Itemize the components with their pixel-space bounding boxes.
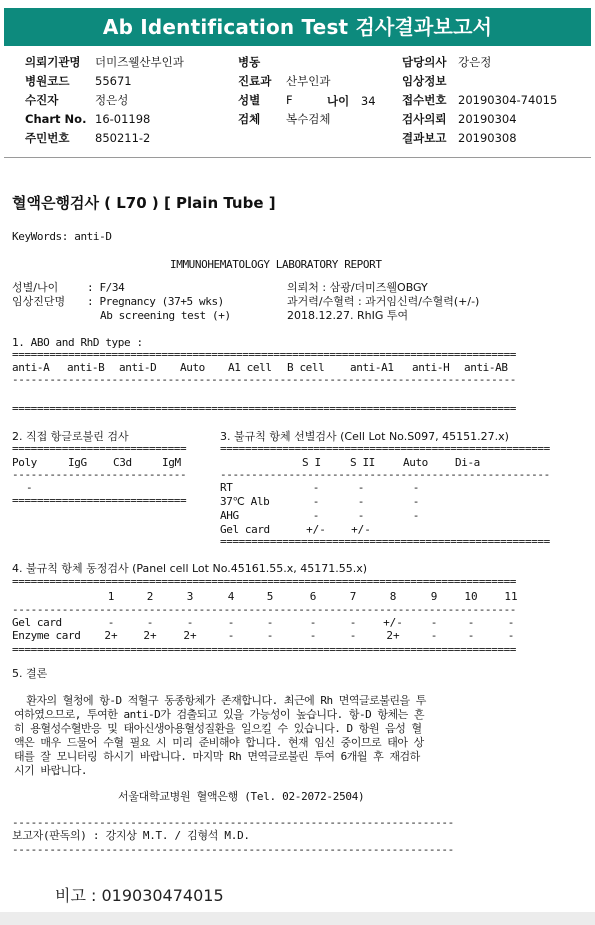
separator: ================================================================================= bbox=[12, 575, 517, 588]
cell-value: - bbox=[146, 616, 154, 629]
sex-age-label: 성별/나이 bbox=[12, 281, 59, 294]
column-header: A1 cell bbox=[228, 361, 272, 374]
conclusion-line: 태를 잘 모니터링 하시기 바랍니다. 마지막 Rh 면역글로불린 투여 6개월 후 재검하 bbox=[14, 750, 420, 763]
cell-value: - bbox=[227, 616, 235, 629]
field-label: 의뢰기관명 bbox=[25, 55, 81, 69]
column-header: Poly bbox=[12, 456, 37, 469]
column-header: anti-B bbox=[67, 361, 105, 374]
header-field bbox=[25, 129, 151, 148]
field-label: 수진자 bbox=[25, 93, 59, 107]
column-header: Di-a bbox=[455, 456, 480, 469]
header-divider bbox=[4, 157, 591, 158]
cell-value: - bbox=[309, 629, 317, 642]
history-rhig: 2018.12.27. RhIG 투여 bbox=[287, 309, 409, 322]
age-value: 34 bbox=[360, 94, 376, 108]
report-banner: Ab Identification Test 검사결과보고서 bbox=[4, 8, 591, 46]
cell-value: - bbox=[430, 616, 438, 629]
column-header: C3d bbox=[113, 456, 132, 469]
field-value: 55671 bbox=[95, 74, 132, 88]
conclusion-line: 환자의 혈청에 항-D 적혈구 동종항체가 존재합니다. 최근에 Rh 면역글로불린을 투 bbox=[14, 694, 426, 707]
cell-value: - bbox=[349, 616, 357, 629]
cell-value: - bbox=[467, 616, 475, 629]
column-header: anti-H bbox=[412, 361, 450, 374]
column-header: anti-D bbox=[119, 361, 157, 374]
separator: ================================================================================= bbox=[12, 643, 517, 656]
column-header: anti-A bbox=[12, 361, 50, 374]
row-label: AHG bbox=[220, 509, 239, 522]
separator: --------------------------------------------------------------------------------- bbox=[12, 603, 517, 616]
field-label: 진료과 bbox=[238, 74, 272, 88]
separator: ===================================================== bbox=[220, 535, 550, 548]
history: 과거력/수혈력 : 과거임신력/수혈력(+/-) bbox=[287, 295, 480, 308]
cell-value: - bbox=[412, 495, 420, 508]
field-value: 산부인과 bbox=[286, 74, 331, 88]
cell-value: - bbox=[266, 616, 274, 629]
column-header: 5 bbox=[266, 590, 274, 603]
field-label: 접수번호 bbox=[402, 93, 447, 107]
column-header: 10 bbox=[464, 590, 478, 603]
conclusion-line: 히 용혈성수혈반응 및 태아신생아용혈성질환을 일으킬 수 있습니다. D 항원 음성 혈 bbox=[14, 722, 422, 735]
field-label: 담당의사 bbox=[402, 55, 447, 69]
separator: ----------------------------------------------------- bbox=[220, 468, 550, 481]
cell-value: - bbox=[227, 629, 235, 642]
field-label: 검사의뢰 bbox=[402, 112, 447, 126]
cell-value: - bbox=[309, 616, 317, 629]
conclusion-line: 여하였으므로, 투여한 anti-D가 검출되고 있을 가능성이 높습니다. 항-D 항체는 흔 bbox=[14, 708, 424, 721]
field-label: 성별 bbox=[238, 93, 261, 107]
cell-value: - bbox=[507, 629, 515, 642]
column-header: anti-AB bbox=[464, 361, 508, 374]
column-header: 11 bbox=[504, 590, 518, 603]
header-field bbox=[402, 72, 446, 91]
column-header: 3 bbox=[186, 590, 194, 603]
separator: ===================================================== bbox=[220, 442, 550, 455]
column-header: S II bbox=[350, 456, 375, 469]
separator: --------------------------------------------------------------------------------- bbox=[12, 373, 517, 386]
cell-value: 2+ bbox=[104, 629, 118, 642]
cell-value: - bbox=[412, 509, 420, 522]
field-value: 정은성 bbox=[95, 93, 129, 107]
cell-value: - bbox=[107, 616, 115, 629]
field-value: 20190308 bbox=[458, 131, 517, 145]
column-header: 2 bbox=[146, 590, 154, 603]
report-title: 혈액은행검사 ( L70 ) [ Plain Tube ] bbox=[12, 194, 276, 212]
header-field bbox=[402, 91, 558, 110]
diagnosis-value-2: Ab screening test (+) bbox=[100, 309, 231, 322]
field-label: 주민번호 bbox=[25, 131, 70, 145]
column-header: 1 bbox=[107, 590, 115, 603]
header-field bbox=[25, 53, 184, 72]
cell-value: - bbox=[312, 495, 320, 508]
cell-value: +/- bbox=[351, 523, 371, 536]
field-value: 더미즈웰산부인과 bbox=[95, 55, 184, 69]
field-label: Chart No. bbox=[25, 112, 87, 126]
cell-value: - bbox=[266, 629, 274, 642]
column-header: Auto bbox=[180, 361, 205, 374]
column-header: 6 bbox=[309, 590, 317, 603]
separator: ================================================================================= bbox=[12, 348, 517, 361]
row-label: Gel card bbox=[12, 616, 62, 629]
separator: ----------------------------------------------------------------------- bbox=[12, 843, 454, 856]
section-4-title: 4. 불규칙 항체 동정검사 (Panel cell Lot No.45161.55.x, 45171.55.x) bbox=[12, 562, 368, 575]
conclusion-line: 시기 바랍니다. bbox=[14, 764, 88, 777]
column-header: B cell bbox=[287, 361, 325, 374]
cell-value: +/- bbox=[306, 523, 326, 536]
row-label: 37℃ Alb bbox=[220, 495, 270, 508]
cell-value: - bbox=[349, 629, 357, 642]
field-label: 병동 bbox=[238, 55, 261, 69]
column-header: anti-A1 bbox=[350, 361, 394, 374]
cell-value: - bbox=[467, 629, 475, 642]
field-label: 결과보고 bbox=[402, 131, 447, 145]
sex-age-value: : F/34 bbox=[87, 281, 125, 294]
column-header: 7 bbox=[349, 590, 357, 603]
field-label: 임상정보 bbox=[402, 74, 447, 88]
column-header: IgM bbox=[162, 456, 181, 469]
field-value: 20190304-74015 bbox=[458, 93, 558, 107]
diagnosis-value-1: : Pregnancy (37+5 wks) bbox=[87, 295, 224, 308]
conclusion-line: 액은 매우 드물어 수혈 필요 시 미리 준비해야 합니다. 현재 임신 중이므로 태아 상 bbox=[14, 736, 424, 749]
separator: ---------------------------- bbox=[12, 468, 187, 481]
separator: ============================ bbox=[12, 442, 187, 455]
row-label: Enzyme card bbox=[12, 629, 81, 642]
age-field bbox=[327, 92, 376, 111]
column-header: 4 bbox=[227, 590, 235, 603]
field-label: 검체 bbox=[238, 112, 261, 126]
header-field bbox=[238, 53, 260, 72]
cell-value: 2+ bbox=[183, 629, 197, 642]
cell-value: - bbox=[357, 509, 365, 522]
header-field bbox=[402, 110, 517, 129]
field-value: 복수검체 bbox=[286, 112, 331, 126]
section-3-title: 3. 불규칙 항체 선별검사 (Cell Lot No.S097, 45151.27.x) bbox=[220, 430, 509, 443]
header-field bbox=[402, 53, 492, 72]
separator: ----------------------------------------------------------------------- bbox=[12, 816, 454, 829]
cell-value: - bbox=[412, 481, 420, 494]
header-field bbox=[238, 72, 331, 91]
section-1-title: 1. ABO and RhD type : bbox=[12, 336, 143, 349]
reporter: 보고자(판독의) : 강지상 M.T. / 김형석 M.D. bbox=[12, 829, 250, 842]
row-label: Gel card bbox=[220, 523, 270, 536]
cell-value: - bbox=[357, 481, 365, 494]
separator: ============================ bbox=[12, 494, 187, 507]
cell-value: - bbox=[430, 629, 438, 642]
referrer: 의뢰처 : 삼광/더미즈웰OBGY bbox=[287, 281, 428, 294]
column-header: S I bbox=[302, 456, 321, 469]
section-5-title: 5. 결론 bbox=[12, 667, 48, 680]
field-value: F bbox=[286, 93, 293, 107]
age-label: 나이 bbox=[327, 94, 350, 108]
column-header: Auto bbox=[403, 456, 428, 469]
field-value: 16-01198 bbox=[95, 112, 151, 126]
header-field bbox=[25, 110, 151, 129]
cell-value: - bbox=[357, 495, 365, 508]
row-label: RT bbox=[220, 481, 233, 494]
column-header: 9 bbox=[430, 590, 438, 603]
field-value: 20190304 bbox=[458, 112, 517, 126]
diagnosis-label: 임상진단명 bbox=[12, 295, 66, 308]
remark: 비고 : 019030474015 bbox=[55, 886, 224, 905]
cell-value: - bbox=[507, 616, 515, 629]
header-field bbox=[25, 91, 129, 110]
signature: 서울대학교병원 혈액은행 (Tel. 02-2072-2504) bbox=[118, 790, 365, 803]
cell-value: 2+ bbox=[386, 629, 400, 642]
lab-report-title: IMMUNOHEMATOLOGY LABORATORY REPORT bbox=[170, 258, 382, 271]
keywords: KeyWords: anti-D bbox=[12, 230, 112, 243]
field-value: 850211-2 bbox=[95, 131, 151, 145]
header-field bbox=[238, 91, 293, 110]
cell-value: - bbox=[312, 481, 320, 494]
section-2-title: 2. 직접 항글로불린 검사 bbox=[12, 430, 129, 443]
separator: ================================================================================= bbox=[12, 402, 517, 415]
cell-value: - bbox=[186, 616, 194, 629]
cell-value: - bbox=[26, 481, 33, 494]
column-header: IgG bbox=[68, 456, 87, 469]
cell-value: +/- bbox=[383, 616, 403, 629]
column-header: 8 bbox=[389, 590, 397, 603]
header-field bbox=[402, 129, 517, 148]
cell-value: 2+ bbox=[143, 629, 157, 642]
field-value: 강은정 bbox=[458, 55, 492, 69]
footer-bar bbox=[0, 912, 595, 925]
cell-value: - bbox=[312, 509, 320, 522]
header-field bbox=[25, 72, 132, 91]
field-label: 병원코드 bbox=[25, 74, 70, 88]
header-field bbox=[238, 110, 331, 129]
